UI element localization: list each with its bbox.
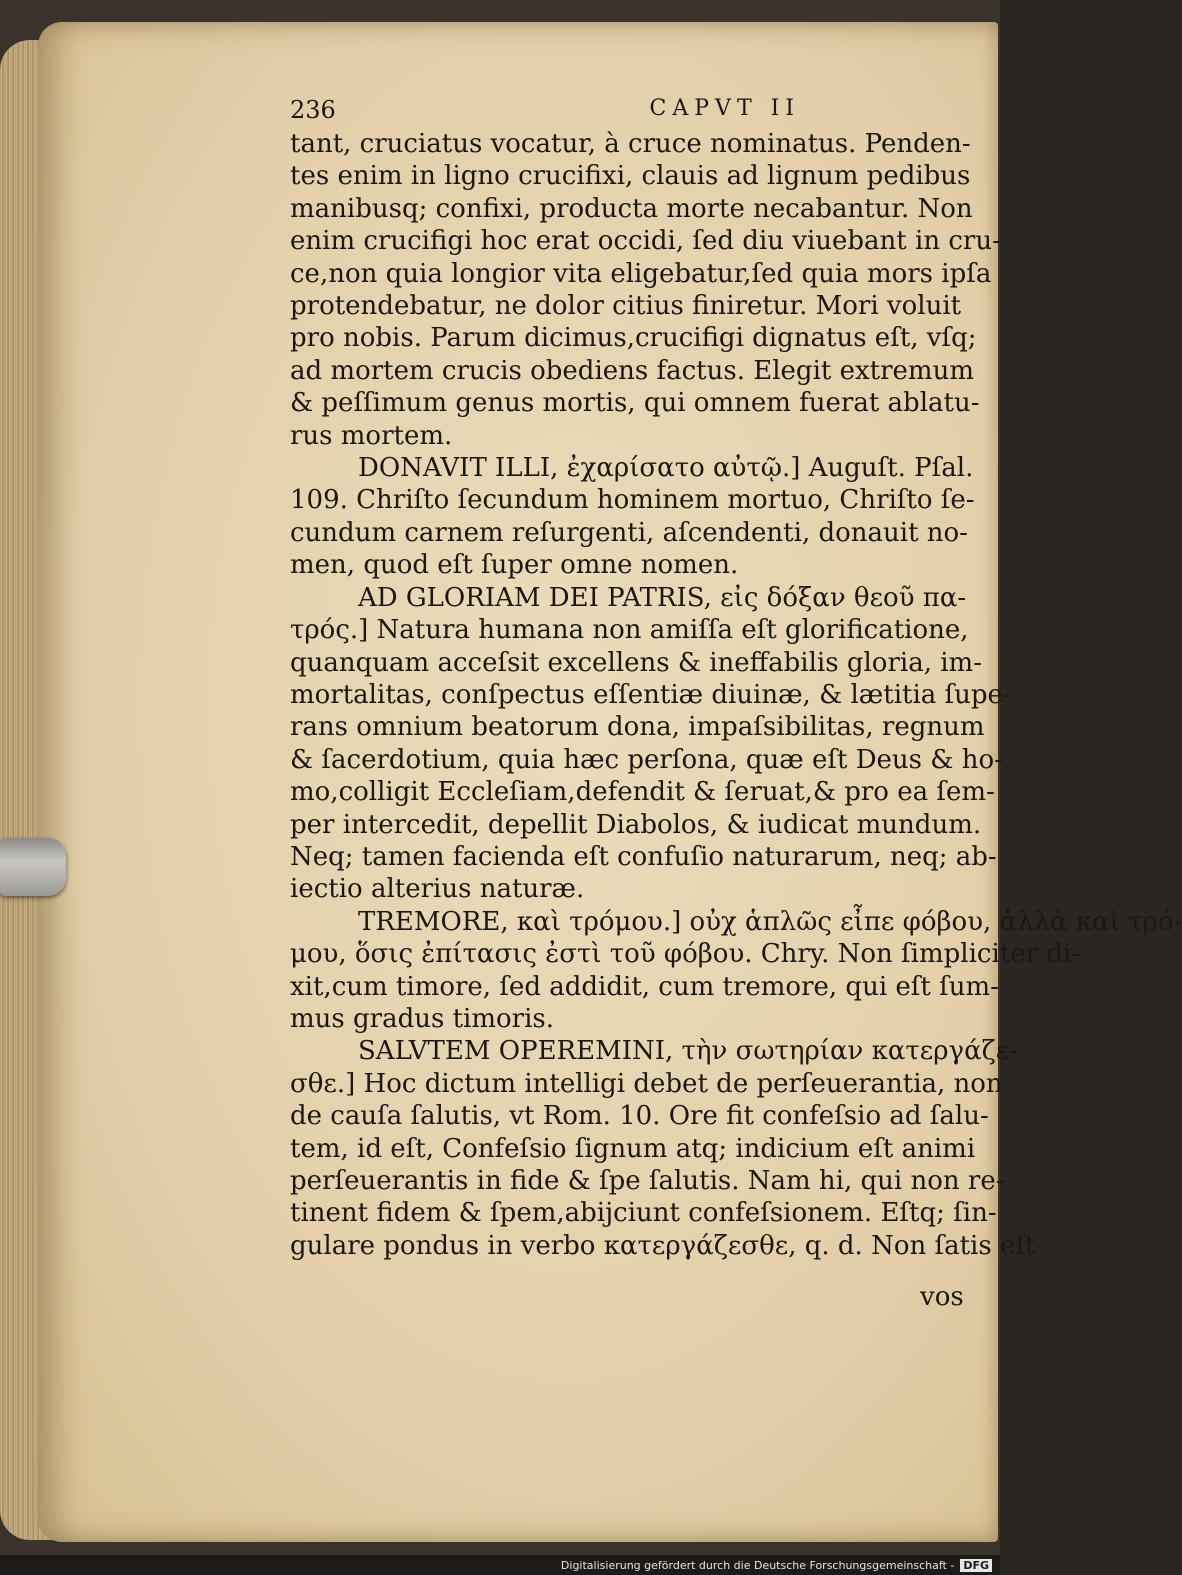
text-line: rans omnium beatorum dona, impaſsibilitas, regnum (290, 712, 985, 743)
text-line: DONAVIT ILLI, ἐχαρίσατο αὐτῷ.] Auguſt. Pſal. (358, 453, 974, 484)
text-line: tem, id eſt, Confeſsio ſignum atq; indicium eſt animi (290, 1133, 976, 1164)
running-head (290, 96, 980, 124)
text-line: mortalitas, conſpectus eſſentiæ diuinæ, & lætitia ſupe- (290, 679, 1012, 710)
text-line: μου, ὅσις ἐπίτασις ἐστὶ τοῦ φόβου. Chry. Non ſimpliciter di- (290, 939, 1081, 970)
text-line: per intercedit, depellit Diabolos, & iudicat mundum. (290, 809, 982, 840)
running-title: CAPVT II (649, 96, 800, 121)
text-line: perſeuerantis in fide & ſpe ſalutis. Nam hi, qui non re- (290, 1166, 1005, 1196)
text-line: pro nobis. Parum dicimus,crucifigi dignatus eſt, vſq; (290, 323, 977, 354)
text-line: ce,non quia longior vita eligebatur,ſed quia mors ipſa (290, 258, 992, 289)
page-clip (0, 838, 66, 896)
text-line: σθε.] Hoc dictum intelligi debet de perſeuerantia, non (290, 1068, 1003, 1099)
footer-bar (0, 1555, 1000, 1575)
text-line: Neq; tamen facienda eſt confuſio naturarum, neq; ab- (290, 841, 997, 872)
text-line: cundum carnem reſurgenti, aſcendenti, donauit no- (290, 517, 968, 548)
text-line: quanquam acceſsit excellens & ineffabilis gloria, im- (290, 647, 982, 678)
text-line: enim crucifigi hoc erat occidi, ſed diu viuebant in cru- (290, 226, 1001, 257)
footer-credit: Digitalisierung gefördert durch die Deutsche Forschungsgemeinschaft - (560, 1558, 955, 1572)
text-line: & peſſimum genus mortis, qui omnem fuerat ablatu- (290, 388, 980, 419)
text-line: tinent fidem & ſpem,abijciunt confeſsionem. Eſtq; ſin- (290, 1198, 997, 1229)
text-line: 109. Chriſto ſecundum hominem mortuo, Chriſto ſe- (290, 485, 975, 516)
dfg-logo: DFG (960, 1559, 992, 1572)
text-line: manibusq; confixi, producta morte necabantur. Non (290, 193, 973, 224)
text-line: protendebatur, ne dolor citius finiretur. Mori voluit (290, 291, 962, 322)
text-line: rus mortem. (290, 420, 453, 451)
text-line: tant, cruciatus vocatur, à cruce nominatus. Penden- (290, 129, 971, 159)
text-line: gulare pondus in verbo κατεργάζεσθε, q. d. Non ſatis eſt (290, 1230, 1036, 1261)
text-line: iectio alterius naturæ. (290, 874, 585, 905)
text-block (290, 96, 1182, 1262)
text-line: men, quod eſt ſuper omne nomen. (290, 550, 739, 581)
text-line: ad mortem crucis obediens factus. Elegit extremum (290, 355, 974, 386)
catchword: vos (920, 1282, 964, 1312)
text-line: mo,colligit Eccleſiam,defendit & ſeruat,& pro ea ſem- (290, 777, 995, 808)
text-line: SALVTEM OPEREMINI, τὴν σωτηρίαν κατεργάζε- (358, 1036, 1018, 1067)
text-line: tes enim in ligno crucifixi, clauis ad lignum pedibus (290, 161, 971, 192)
text-line: AD GLORIAM DEI PATRIS, εἰς δόξαν θεοῦ πα- (358, 582, 967, 613)
text-line: xit,cum timore, ſed addidit, cum tremore, qui eſt ſum- (290, 971, 999, 1002)
text-line: TREMORE, καὶ τρόμου.] οὐχ ἁπλῶς εἶπε φόβου, ἀλλὰ καὶ τρό- (358, 906, 1182, 937)
text-lines (290, 128, 1182, 1262)
text-line: de cauſa ſalutis, vt Rom. 10. Ore fit confeſsio ad ſalu- (290, 1101, 989, 1132)
text-line: mus gradus timoris. (290, 1003, 554, 1034)
text-line: & ſacerdotium, quia hæc perſona, quæ eſt Deus & ho- (290, 744, 1003, 775)
text-line: τρός.] Natura humana non amiſſa eſt glorificatione, (290, 615, 969, 646)
page-number: 236 (290, 96, 336, 124)
